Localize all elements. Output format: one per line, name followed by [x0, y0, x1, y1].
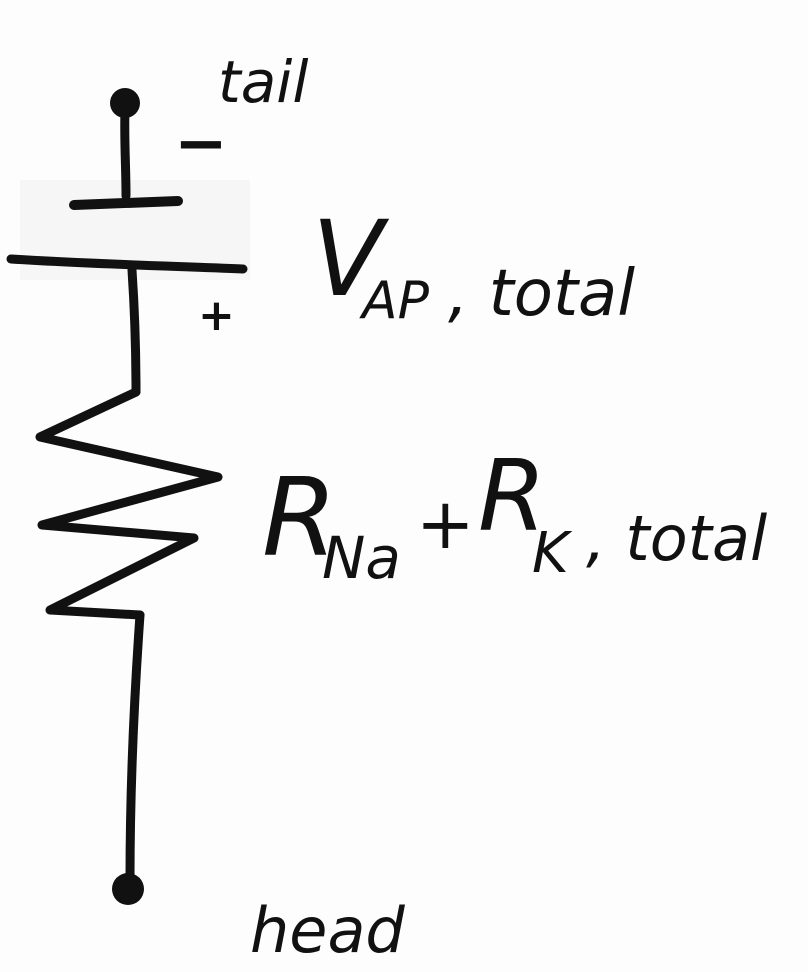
negative-sign: −: [174, 107, 228, 181]
battery-to-resistor-wire: [132, 270, 136, 392]
voltage-suffix: , total: [448, 257, 636, 331]
battery-negative-plate: [74, 201, 178, 205]
bottom-terminal: [112, 873, 144, 905]
bottom-lead-wire: [130, 615, 140, 880]
resistor-zigzag: [40, 392, 218, 615]
resistance-suffix: , total: [586, 502, 768, 575]
tail-label: tail: [218, 48, 309, 116]
head-label: head: [250, 894, 405, 967]
top-lead-wire: [125, 110, 126, 196]
r-na-subscript: Na: [322, 524, 401, 592]
positive-sign: +: [198, 290, 235, 341]
voltage-subscript: AP: [362, 271, 429, 331]
r-k-subscript: K: [532, 521, 569, 586]
r-k-symbol: R: [478, 440, 547, 554]
resistance-label: [262, 440, 767, 592]
resistance-plus: +: [416, 483, 475, 565]
voltage-symbol: V: [312, 198, 384, 320]
voltage-label: [312, 198, 635, 331]
r-na-symbol: R: [262, 456, 338, 581]
